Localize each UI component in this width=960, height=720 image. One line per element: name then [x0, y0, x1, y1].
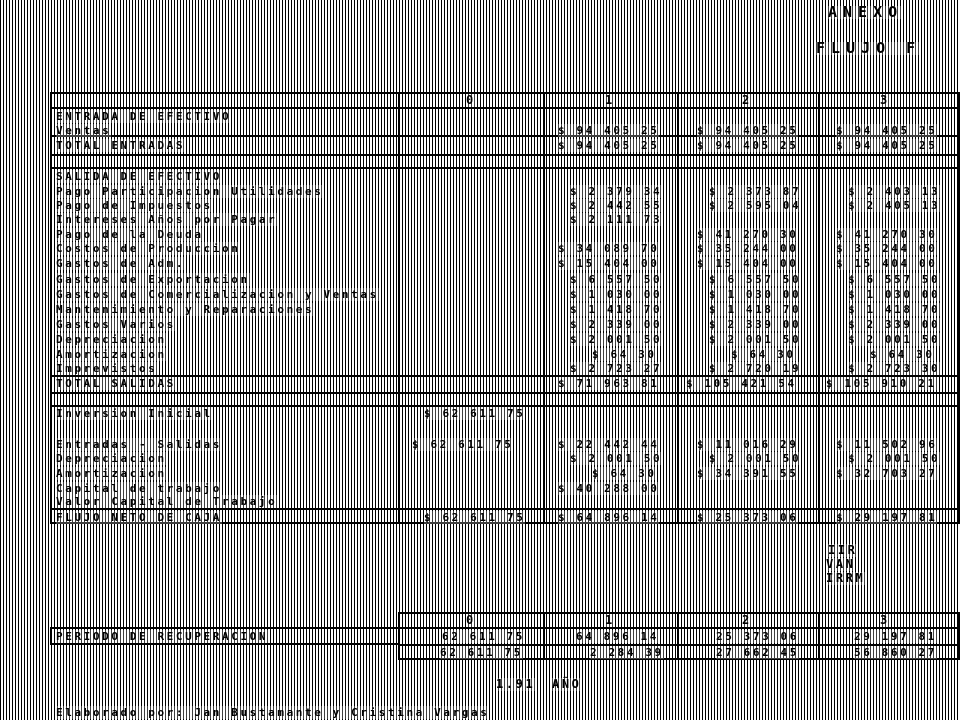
inflow-total-label: TOTAL ENTRADAS [56, 139, 186, 152]
net-cash-flow-label: FLUJO NETO DE CAJA [56, 511, 223, 524]
inflow-row-value: $ 94 405 25 [697, 124, 799, 137]
summary-total-rule [50, 508, 960, 510]
outflow-row-value: $ 2 379 34 [570, 185, 663, 198]
inflow-row-value: $ 94 405 25 [558, 124, 660, 137]
outflow-row-label: Depreciacion [56, 333, 167, 346]
outflow-row-value: $ 64 30 [731, 348, 796, 361]
summary-row-value: $ 34 391 55 [697, 467, 799, 480]
summary-row-label: Amortizacion [56, 467, 167, 480]
outflow-row-value: $ 2 442 55 [570, 199, 663, 212]
outflow-row-label: Pago de la Deuda [56, 228, 204, 241]
summary-row-label: Valor Capital de Trabajo [56, 495, 278, 508]
outflow-total-rule [50, 375, 960, 377]
outflow-row-value: $ 2 373 87 [709, 185, 802, 198]
npv-label: VAN [826, 557, 856, 571]
outflow-section-title: SALIDA DE EFECTIVO [56, 170, 223, 183]
summary-row-value: $ 11 502 96 [836, 438, 938, 451]
summary-row-value: $ 64 30 [592, 467, 657, 480]
outflow-row-label: Pago Participacion Utilidades [56, 185, 324, 198]
outflow-row-value: $ 2 720 19 [709, 362, 802, 375]
col-divider-1 [543, 92, 545, 524]
payback-col-divider-2 [677, 612, 679, 660]
header-top-rule [398, 92, 960, 94]
irr-label: IIR [828, 543, 858, 557]
outflow-row-label: Imprevistos [56, 362, 158, 375]
payback-cell: 56 860 27 [854, 646, 938, 659]
payback-column-header-3: 3 [880, 613, 890, 627]
summary-row-value: $ 62 611 75 [412, 438, 514, 451]
summary-row-label: Capital de trabajo [56, 482, 223, 495]
outflow-row-label: Costos de Produccion [56, 242, 241, 255]
inflow-total-value: $ 94 405 25 [697, 139, 799, 152]
net-cash-flow-value: $ 62 611 75 [424, 511, 526, 524]
summary-row-value: $ 11 016 29 [697, 438, 799, 451]
col-divider-0 [398, 92, 400, 524]
outflow-total-value: $ 71 963 81 [558, 377, 660, 390]
summary-row-label: Entradas - Salidas [56, 438, 223, 451]
inflow-total-rule [50, 135, 960, 137]
outflow-top-rule [50, 154, 960, 156]
inflow-row-value: $ 94 405 25 [836, 124, 938, 137]
payback-years-unit: AÑO [552, 677, 582, 691]
outflow-row-value: $ 1 030 00 [570, 288, 663, 301]
outflow-row-value: $ 2 595 04 [709, 199, 802, 212]
col-divider-3 [818, 92, 820, 524]
summary-row-value: $ 62 611 75 [424, 407, 526, 420]
inflow-total-value: $ 94 405 25 [558, 139, 660, 152]
payback-header-rule [398, 627, 960, 629]
outflow-row-value: $ 2 405 13 [848, 199, 941, 212]
summary-row-value: $ 2 001 50 [848, 452, 941, 465]
flow-title: FLUJO F [816, 39, 922, 57]
outflow-row-label: Gastos Varios [56, 318, 176, 331]
outflow-row-value: $ 2 339 00 [848, 318, 941, 331]
outflow-row-value: $ 2 001 50 [709, 333, 802, 346]
outflow-row-label: Intereses Años por Pagar [56, 213, 278, 226]
outflow-row-value: $ 64 30 [870, 348, 935, 361]
summary-top-rule [50, 392, 960, 394]
net-cash-flow-value: $ 64 896 14 [558, 511, 660, 524]
column-header-0: 0 [466, 93, 476, 107]
outflow-total-label: TOTAL SALIDAS [56, 377, 176, 390]
payback-col-divider-1 [543, 612, 545, 660]
inflow-row-label: Ventas [56, 124, 112, 137]
outflow-row-value: $ 41 270 30 [697, 228, 799, 241]
outflow-row-label: Gastos de Exportacion [56, 273, 250, 286]
outflow-row-label: Gastos de Comercializacion y Ventas [56, 288, 379, 301]
mirr-label: IRRM [826, 571, 866, 585]
outflow-row-value: $ 34 089 70 [558, 242, 660, 255]
inflow-section-title: ENTRADA DE EFECTIVO [56, 110, 232, 123]
column-header-3: 3 [880, 93, 890, 107]
payback-column-header-2: 2 [742, 613, 752, 627]
header-bottom-rule [50, 107, 960, 109]
outflow-row-value: $ 1 418 70 [848, 303, 941, 316]
column-header-2: 2 [742, 93, 752, 107]
outflow-row-value: $ 1 418 70 [570, 303, 663, 316]
outflow-row-value: $ 64 30 [592, 348, 657, 361]
outflow-row-value: $ 2 339 00 [709, 318, 802, 331]
payback-years-value: 1.91 [496, 677, 536, 691]
payback-label: PERIODO DE RECUPERACION [56, 630, 269, 643]
payback-cell: 62 611 75 [442, 630, 526, 643]
summary-row-label: Inversion Inicial [56, 407, 213, 420]
outflow-row-value: $ 1 030 00 [848, 288, 941, 301]
outflow-row-value: $ 2 723 27 [570, 362, 663, 375]
outflow-row-value: $ 2 001 50 [570, 333, 663, 346]
column-header-1: 1 [605, 93, 615, 107]
outflow-row-value: $ 35 244 00 [836, 242, 938, 255]
outflow-row-value: $ 6 557 50 [570, 273, 663, 286]
outflow-row-label: Mantenimiento y Reparaciones [56, 303, 315, 316]
annex-title: ANEXO [828, 3, 904, 21]
outflow-row-value: $ 6 557 50 [848, 273, 941, 286]
author-credit: Elaborado por: Jan Bustamante y Cristina Vargas [56, 706, 490, 719]
outflow-row-value: $ 15 404 00 [836, 257, 938, 270]
summary-row-value: $ 32 703 27 [836, 467, 938, 480]
outflow-row-value: $ 2 111 73 [570, 213, 663, 226]
net-cash-flow-value: $ 25 373 06 [697, 511, 799, 524]
outflow-row-value: $ 15 404 00 [697, 257, 799, 270]
inflow-total-value: $ 94 405 25 [836, 139, 938, 152]
payback-cell: 64 896 14 [576, 630, 660, 643]
summary-row-label: Depreciacion [56, 452, 167, 465]
summary-row-value: $ 2 001 50 [570, 452, 663, 465]
outflow-row-value: $ 35 244 00 [697, 242, 799, 255]
outflow-row-value: $ 2 001 50 [848, 333, 941, 346]
outflow-header-rule [50, 167, 960, 169]
payback-cell: 25 373 06 [716, 630, 800, 643]
outflow-row-value: $ 15 404 00 [558, 257, 660, 270]
outflow-total-value: $ 105 910 21 [826, 377, 937, 390]
payback-cell: 62 611 75 [440, 646, 524, 659]
payback-cell: 27 662 45 [716, 646, 800, 659]
outflow-row-label: Pago de Impuestos [56, 199, 213, 212]
summary-row-value: $ 40 288 00 [558, 482, 660, 495]
payback-col-divider-3 [818, 612, 820, 660]
outflow-row-label: Amortizacion [56, 348, 167, 361]
outflow-row-value: $ 1 418 70 [709, 303, 802, 316]
payback-column-header-0: 0 [466, 613, 476, 627]
outflow-row-value: $ 6 557 50 [709, 273, 802, 286]
outflow-row-value: $ 41 270 30 [836, 228, 938, 241]
net-cash-flow-value: $ 29 197 81 [836, 511, 938, 524]
summary-row-value: $ 2 001 50 [709, 452, 802, 465]
payback-cell: 29 197 81 [854, 630, 938, 643]
payback-cell: 2 284 39 [590, 646, 664, 659]
outflow-row-value: $ 2 723 30 [848, 362, 941, 375]
col-divider-2 [677, 92, 679, 524]
outflow-row-value: $ 2 403 13 [848, 185, 941, 198]
outflow-total-value: $ 105 421 54 [686, 377, 797, 390]
outflow-row-value: $ 1 030 00 [709, 288, 802, 301]
outflow-row-label: Gastos de Adm. [56, 257, 186, 270]
summary-row-value: $ 22 442 44 [558, 438, 660, 451]
outflow-row-value: $ 2 339 00 [570, 318, 663, 331]
payback-column-header-1: 1 [605, 613, 615, 627]
